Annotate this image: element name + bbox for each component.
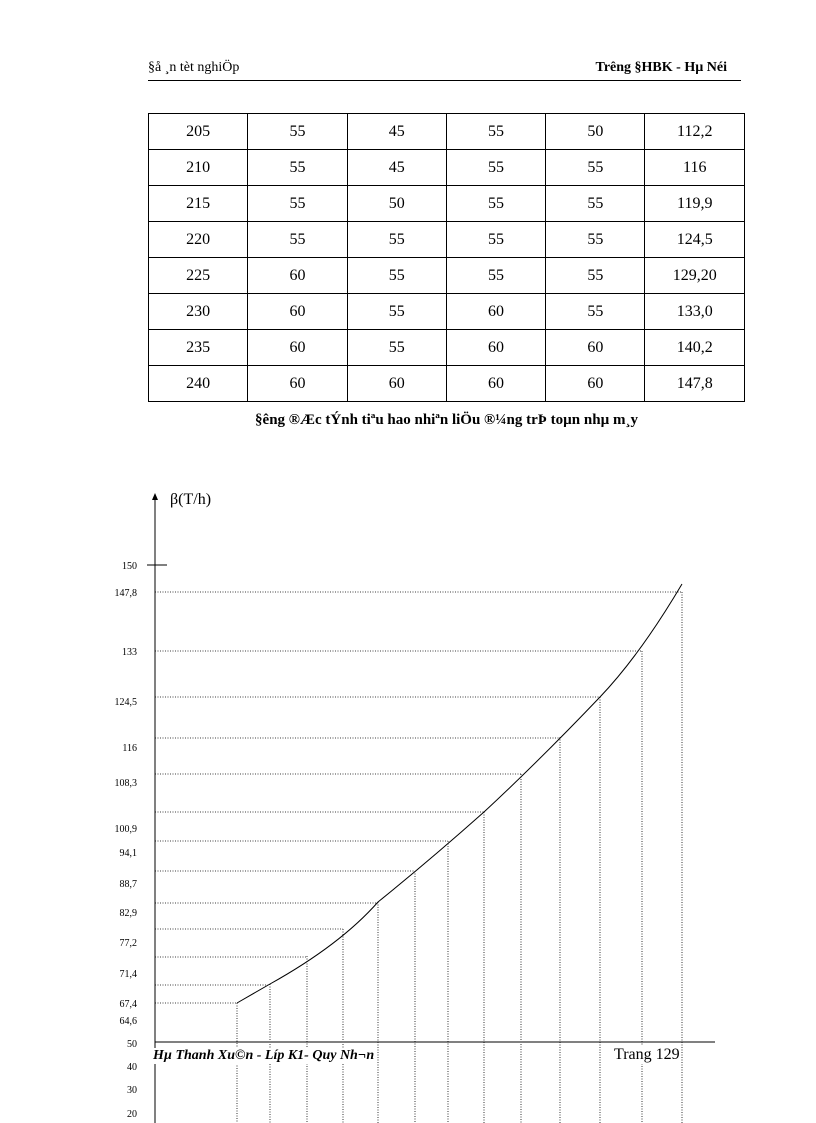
table-cell: 55 (347, 222, 446, 258)
table-cell: 55 (248, 186, 347, 222)
table-cell: 60 (347, 366, 446, 402)
table-cell: 60 (248, 330, 347, 366)
table-cell: 55 (347, 330, 446, 366)
table-cell: 112,2 (645, 114, 745, 150)
table-cell: 140,2 (645, 330, 745, 366)
table-cell: 60 (446, 366, 545, 402)
table-cell: 45 (347, 114, 446, 150)
table-cell: 225 (149, 258, 248, 294)
table-cell: 210 (149, 150, 248, 186)
table-cell: 116 (645, 150, 745, 186)
y-tick-label: 64,6 (119, 1016, 137, 1027)
y-tick-label: 94,1 (119, 848, 137, 859)
table-cell: 60 (546, 366, 645, 402)
y-tick-label: 150 (122, 561, 137, 572)
table-cell: 55 (446, 186, 545, 222)
y-tick-label: 100,9 (114, 824, 137, 835)
y-tick-label: 20 (127, 1109, 137, 1120)
table-cell: 147,8 (645, 366, 745, 402)
table-cell: 205 (149, 114, 248, 150)
table-cell: 45 (347, 150, 446, 186)
table-cell: 55 (248, 222, 347, 258)
y-tick-label: 30 (127, 1085, 137, 1096)
table-cell: 55 (546, 186, 645, 222)
table-cell: 60 (248, 258, 347, 294)
y-tick-label: 67,4 (119, 999, 137, 1010)
table-cell: 60 (248, 366, 347, 402)
y-tick-label: 133 (122, 647, 137, 658)
table-cell: 55 (248, 150, 347, 186)
table-cell: 55 (546, 294, 645, 330)
table-cell: 55 (446, 258, 545, 294)
table-cell: 55 (446, 222, 545, 258)
table-cell: 55 (546, 150, 645, 186)
table-caption: §êng ®Æc tÝnh tiªu hao nhiªn liÖu ®¼ng trÞ toµn nhµ m¸y (255, 412, 638, 428)
footer-author: Hµ Thanh Xu©n - Líp K1- Quy Nh¬n (153, 1048, 375, 1063)
y-axis-label: β(T/h) (170, 491, 212, 508)
table-cell: 55 (446, 150, 545, 186)
table-cell: 133,0 (645, 294, 745, 330)
table-cell: 235 (149, 330, 248, 366)
table-cell: 55 (546, 258, 645, 294)
table-cell: 230 (149, 294, 248, 330)
table-cell: 129,20 (645, 258, 745, 294)
curve-series-line (237, 584, 682, 1003)
y-tick-label: 116 (122, 743, 137, 754)
table-cell: 119,9 (645, 186, 745, 222)
table-cell: 55 (347, 258, 446, 294)
table-cell: 60 (248, 294, 347, 330)
footer-page-number: Trang 129 (614, 1046, 680, 1063)
table-cell: 60 (446, 294, 545, 330)
y-axis-arrow-icon (152, 493, 158, 500)
table-cell: 215 (149, 186, 248, 222)
y-tick-label: 77,2 (119, 938, 137, 949)
table-cell: 50 (546, 114, 645, 150)
y-tick-label: 147,8 (114, 588, 137, 599)
table-cell: 220 (149, 222, 248, 258)
table-cell: 60 (546, 330, 645, 366)
header-right-text: Trêng §HBK - Hµ Néi (595, 60, 727, 75)
table-cell: 55 (347, 294, 446, 330)
table-cell: 55 (546, 222, 645, 258)
y-tick-label: 71,4 (119, 969, 137, 980)
y-tick-label: 88,7 (119, 879, 137, 890)
table-cell: 55 (248, 114, 347, 150)
table-cell: 124,5 (645, 222, 745, 258)
table-cell: 50 (347, 186, 446, 222)
header-left-text: §å ¸n tèt nghiÖp (148, 60, 240, 75)
table-cell: 240 (149, 366, 248, 402)
y-tick-label: 124,5 (114, 697, 137, 708)
y-tick-label: 108,3 (114, 778, 137, 789)
table-cell: 60 (446, 330, 545, 366)
y-tick-label: 50 (127, 1039, 137, 1050)
y-tick-label: 40 (127, 1062, 137, 1073)
y-tick-label: 82,9 (119, 908, 137, 919)
table-cell: 55 (446, 114, 545, 150)
